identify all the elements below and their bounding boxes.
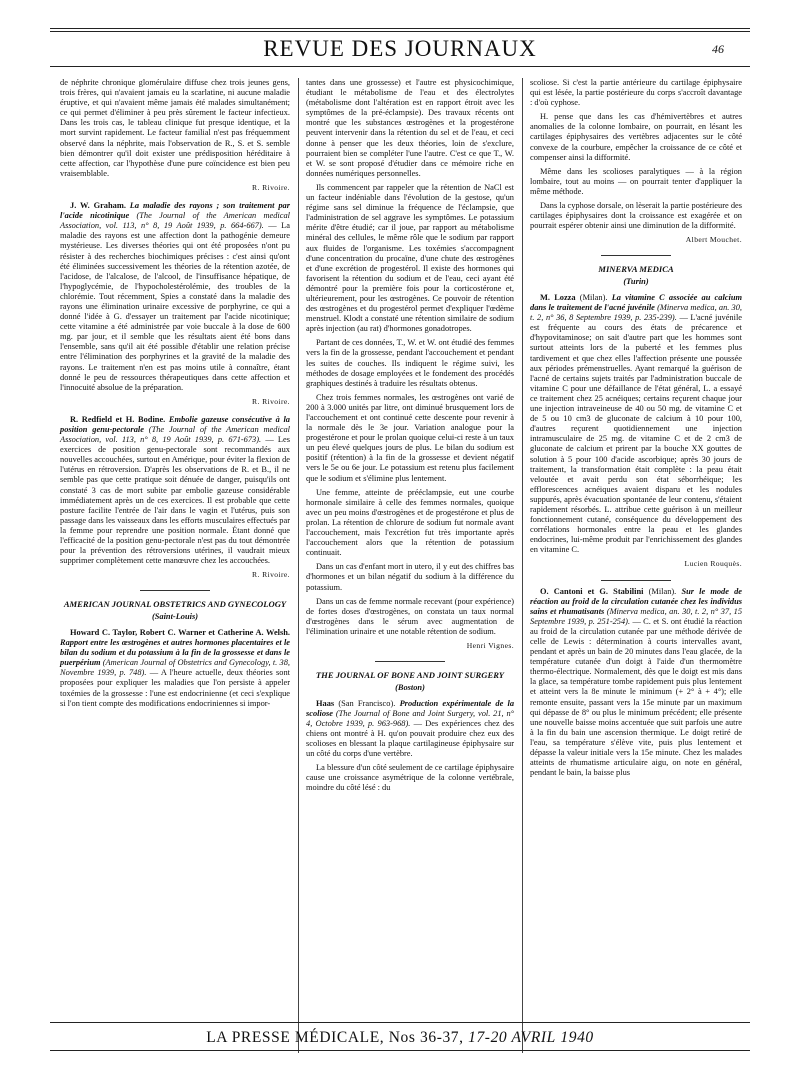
section-separator bbox=[375, 661, 445, 662]
section-city: (Turin) bbox=[623, 276, 649, 286]
article-place: (Milan). bbox=[579, 293, 608, 302]
article-body: — La maladie des rayons est une affection dont la pathogénie demeure mystérieuse. Les diverses théories qui ont été proposées n'ont pu résister à des recherches biochimiques précises : c'est ainsi qu'ont été éliminées successivement les théories de la rétention azotée, de l'acidose, de l'alcalose, de l'alcool, de l'insuffisance hépatique, de l'hypoglycémie, de l'hypocholestérolémie, des troubles de la chlorémie. Tout récemment, Spies a constaté dans la maladie des rayons une élimination urinaire excessive de porphyrine, ce qui a donné l'idée à G. d'essayer un traitement par l'acide nicotinique; cette vitamine a été administrée par voie buccale à la dose de 600 mg. par jour, et il semble que les résultats aient été bons dans l'ensemble, sans qu'il ait été possible d'établir une relation précise entre l'élimination des porphyrines et la gravité de la maladie des rayons. Le traitement n'en est pas moins utile à connaître, étant donné le peu de ressources thérapeutiques dans cette affection et l'innocuité absolue de la préparation. bbox=[60, 221, 290, 392]
section-separator bbox=[601, 255, 671, 256]
footer-top-rule bbox=[50, 1022, 750, 1023]
page-number: 46 bbox=[712, 42, 724, 56]
signature: R. Rivoire. bbox=[252, 182, 290, 192]
paragraph: Ils commencent par rappeler que la rétention de NaCl est un facteur indéniable dans l'évolution de la gestose, qu'un régime sans sel diminue la fréquence de l'éclampsie, que l'administration de sel aggrave les symptômes. Le potassium mérite d'être étudié; car il joue, par rapport au métabolisme minéral des cellules, le même rôle que le sodium par rapport aux fluides de l'organisme. Les toxémies s'accompagnent d'une concentration du procaïne, d'une chute des œstrogènes et d'une excrétion de progestérol. Il existe des hormones qui favorisent la rétention du sodium et de l'eau, ceci ayant été démontré pour la première fois pour la corticostérone et, ultérieurement, pour les œstrogènes. Ce pouvoir de rétention des œstrogènes et du progestérol permet d'expliquer l'œdème menstruel. Klodt a constaté une rétention similaire de sodium après injection (au rat) d'hormones gonadotropes. bbox=[306, 182, 514, 334]
article-reference: (The Journal of the American medical Association, vol. 113, n° 8, 19 Août 1939, p. 664-667). bbox=[60, 211, 290, 231]
article-body: — L'acné juvénile est fréquente au cours des états de précarence et d'hypovitaminose; on sait d'autre part que les hommes sont surtout atteints lors de la puberté et les femmes plus tardivement et que chez elles l'affection présente une poussée aux périodes prémenstruelles. Ayant remarqué la guérison de l'acné de certains sujets traités par l'administration buccale de vitamine C pour une défaillance de l'état général, L. a essayé ce traitement chez 25 acnéiques; certains reçurent chaque jour une injection intraveineuse de 40 ou 50 mg. de vitamine C et de 5 ou 10 cm3 de gluconate de calcium à 10 pour 100, d'autres reçurent quotidiennement une injection intramusculaire de 25 mg. de vitamine C et de 2 cm3 de gluconate de calcium et prirent par la bouche XX gouttes de solution à 5 pour 100 d'acide ascorbique; après 30 jours de traitement, la transformation était complète : la peau était veloutée et avait perdu son état séborrhéique; les efflorescences acnéiques avaient disparu et les nodules suppurés, après évacuation spontanée de leur contenu, s'étaient rapidement résorbés. L. attribue cette guérison à un meilleur fonctionnement cutané, conséquence du développement des corrélations hormonales entre la peau et les glandes endocrines, lui-même produit par l'enrichissement des glandes en vitamine C. bbox=[530, 313, 742, 555]
footer-year: 1940 bbox=[560, 1029, 594, 1047]
footer-bottom-rule bbox=[50, 1050, 750, 1051]
section-city: (Boston) bbox=[395, 682, 425, 692]
paragraph: tantes dans une grossesse) et l'autre est physicochimique, étudiant le métabolisme de l'eau et des électrolytes (métabolisme dont l'altération est en rapport étroit avec les symptômes de la pré-éclampsie). Des travaux récents ont montré que les substances œstrogènes et la progestérone peuvent intervenir dans la rétention du sel et de l'eau, et ceci donne à penser que les deux théories, loin de s'exclure, pourraient bien se compléter l'une l'autre. C'est ce que T., W. et W. se sont proposé d'étudier dans ce mémoire riche en données numériques personnelles. bbox=[306, 78, 514, 178]
article-authors: Howard C. Taylor, Robert C. Warner et Catherine A. Welsh. bbox=[70, 628, 290, 637]
article-authors: M. Lozza bbox=[540, 293, 576, 302]
article-reference: (Minerva medica, an. 30, t. 2, n° 36, 8 Septembre 1939, p. 235-239). bbox=[530, 303, 742, 323]
article-redfield bbox=[60, 415, 290, 566]
page-footer bbox=[0, 1028, 800, 1047]
header-bottom-rule bbox=[50, 66, 750, 67]
signature: Henri Vignes. bbox=[466, 640, 514, 650]
paragraph: H. pense que dans les cas d'hémivertèbres et autres anomalies de la colonne lombaire, on pourrait, en lésant les cartilages épiphysaires des vertèbres adjacentes sur le côté convexe de la courbure, empêcher la croissance de ce côté et compenser ainsi la difformité. bbox=[530, 112, 742, 162]
column-2 bbox=[306, 78, 514, 798]
paragraph: Partant de ces données, T., W. et W. ont étudié des femmes vers la fin de la grossesse, pendant l'accouchement et pendant les suites de couches. Ils indiquent le régime suivi, les méthodes de dosage employées et le fondement des procédés graphiques destinés à traduire les résultats obtenus. bbox=[306, 338, 514, 388]
signature: Lucien Rouquès. bbox=[684, 559, 742, 569]
section-separator bbox=[140, 590, 210, 591]
article-body: — A l'heure actuelle, deux théories sont proposées pour expliquer les maladies que l'on persiste à appeler toxémies de la grossesse : l'une est endocrinienne (et ceci s'explique si l'on tient compte des modifications endocriniennes si impor- bbox=[60, 668, 290, 708]
article-authors: R. Redfield et H. Bodine. bbox=[70, 414, 166, 424]
section-separator bbox=[601, 580, 671, 581]
header-top-rule bbox=[50, 28, 750, 29]
column-3 bbox=[530, 78, 742, 782]
paragraph: Une femme, atteinte de prééclampsie, eut une courbe hormonale similaire à celle des femmes normales, quoique avec un peu moins d'œstrogènes et de progestérone et plus de prolan. La rétention de chlorure de sodium fut normale avant l'accouchement, mais l'excrétion fut très importante après l'accouchement alors que la rétention de potassium continuait. bbox=[306, 487, 514, 558]
article-body: — Des expériences chez des chiens ont montré à H. qu'on pouvait produire chez eux des scolioses en blessant la plaque cartilagineuse épiphysaire sur un côté du corps d'une vertèbre. bbox=[306, 718, 514, 759]
article-taylor bbox=[60, 628, 290, 709]
article-lozza bbox=[530, 293, 742, 555]
article-place: (Milan). bbox=[648, 586, 677, 596]
article-authors: Haas bbox=[316, 698, 335, 708]
article-title: Production expérimentale de la scoliose bbox=[306, 698, 515, 718]
paragraph: La blessure d'un côté seulement de ce cartilage épiphysaire cause une croissance asymétrique de la colonne vertébrale, moindre du côté lésé : du bbox=[306, 763, 514, 793]
article-title: Embolie gazeuse consécutive à la position genu-pectorale bbox=[60, 414, 290, 434]
section-city: (Saint-Louis) bbox=[151, 611, 199, 621]
article-title: Rapport entre les œstrogènes et autres hormones placentaires et le bilan du sodium et du potassium à la fin de la grossesse et dans le puerpérium bbox=[60, 638, 290, 668]
article-reference: (American Journal of Obstetrics and Gynecology, t. 38, Novembre 1939, p. 748). bbox=[60, 658, 291, 678]
paragraph: Dans un cas d'enfant mort in utero, il y eut des chiffres bas d'hormones et un bilan négatif du sodium à la différence du potassium. bbox=[306, 562, 514, 592]
article-reference: (The Journal of Bone and Joint Surgery, vol. 21, n° 4, Octobre 1939, p. 963-968). bbox=[306, 708, 514, 728]
column-divider-2 bbox=[522, 78, 523, 1053]
footer-dates: 17-20 AVRIL bbox=[468, 1029, 556, 1047]
signature: R. Rivoire. bbox=[252, 570, 290, 580]
article-reference: (Minerva medica, an. 30, t. 2, n° 37, 15 Septembre 1939, p. 251-254). bbox=[530, 606, 743, 626]
section-journal-name: AMERICAN JOURNAL OBSTETRICS AND GYNECOLOGY bbox=[63, 599, 287, 610]
paragraph: Même dans les scolioses paralytiques — à la région lombaire, tout au moins — on pourrait tenter d'appliquer la même méthode. bbox=[530, 166, 742, 196]
article-place: (San Francisco). bbox=[338, 698, 396, 708]
paragraph: de néphrite chronique glomérulaire diffuse chez trois jeunes gens, trois frères, qui n'avaient jamais eu la scarlatine, ni aucune maladie éruptive, et qui n'avaient même jamais été malades simultanément; ce qui permet d'éliminer à peu près sûrement le facteur infectieux. Dans les trois cas, le tableau clinique fut presque identique, et la mort survint rapidement. Le facteur familial n'est pas fréquemment observé dans la néphrite, mais l'observation de R., S. et S. semble bien démontrer qu'il doit exister une prédisposition héréditaire à cette affection, car l'hypothèse d'une pure coïncidence est bien peu vraisemblable. bbox=[60, 78, 290, 178]
paragraph: scoliose. Si c'est la partie antérieure du cartilage épiphysaire qui est lésée, la partie postérieure du corps s'accroît davantage : d'où cyphose. bbox=[530, 78, 742, 108]
column-1 bbox=[60, 78, 290, 713]
footer-journal: LA PRESSE MÉDICALE, N bbox=[206, 1029, 401, 1047]
article-body: — C. et S. ont étudié la réaction au froid de la circulation cutanée par une méthode dérivée de celle de Lewis : détermination à courts intervalles avant, pendant et après un bain de 20 minutes dans l'eau glacée, de la température cutanée d'un doigt à l'aide d'un thermomètre thermo-électrique. Normalement, dès que le doigt est mis dans la glace, sa température tombe rapidement puis plus lentement et atteint vers la 8e minute le minimum (+ 2° à + 4°); elle remonte ensuite, passant vers la 15e minute par un maximum qui dépasse de 8° ou plus le minimum précédent; elle présente une nouvelle baisse moins accentuée que suit parfois une autre à la fin du bain une ascension thermique. Le doigt retiré de l'eau, sa température s'élève vite, puis plus lentement et dépasse la valeur initiale vers la 15e minute. Chez les malades atteints de rhumatisme articulaire aigu, on note en général, pendant le bain, la baisse plus bbox=[530, 616, 743, 778]
article-title: La vitamine C associée au calcium dans le traitement de l'acné juvénile bbox=[530, 293, 742, 313]
section-journal-name: MINERVA MEDICA bbox=[598, 264, 674, 275]
article-authors: O. Cantoni et G. Stabilini bbox=[540, 586, 644, 596]
signature: Albert Mouchet. bbox=[685, 235, 742, 245]
article-haas bbox=[306, 699, 514, 760]
signature: R. Rivoire. bbox=[252, 396, 290, 406]
journal-header-title: REVUE DES JOURNAUX bbox=[263, 36, 537, 61]
article-body: — Les exercices de position genu-pectorale sont recommandés aux nouvelles accouchées, surtout en Amérique, pour éviter la flexion de l'utérus en rétroversion. D'après les observations de R. et B., il ne semble pas que cette pratique soit dénuée de danger, puisqu'ils ont constaté 3 cas de mort subite par embolie gazeuse considérable immédiatement après un de ces exercices. Il est probable que cette posture facilite l'entrée de l'air dans le vagin et l'utérus, puis son passage dans les vaisseaux dans les efforts musculaires effectués par la femme pour reprendre une position normale. Étant donné que l'efficacité de la position genu-pectorale n'est pas du tout démontrée pour la prévention des rétroversions utérines, il vaudrait mieux supprimer complètement cette manœuvre chez les accouchées. bbox=[60, 435, 290, 566]
section-journal-name: THE JOURNAL OF BONE AND JOINT SURGERY bbox=[315, 670, 505, 681]
footer-issue: os 36-37, bbox=[400, 1029, 464, 1047]
article-graham bbox=[60, 201, 290, 393]
paragraph: Dans un cas de femme normale recevant (pour expérience) de fortes doses d'œstrogènes, on constata un taux normal d'œstrogènes dans le sérum avec augmentation de l'élimination urinaire et une notable rétention de sodium. bbox=[306, 596, 514, 636]
paragraph: Dans la cyphose dorsale, on lèserait la partie postérieure des cartilages épiphysaires dont la croissance est exagérée et on pourrait espérer obtenir ainsi une diminution de la difformité. bbox=[530, 201, 742, 231]
article-reference: (The Journal of the American medical Association, vol. 113, n° 8, 19 Août 1939, p. 671-673). bbox=[60, 425, 291, 445]
column-divider-1 bbox=[298, 78, 299, 1053]
article-title: Sur le mode de réaction au froid de la circulation cutanée chez les individus sains et rhumatisants bbox=[530, 586, 743, 616]
paragraph: Chez trois femmes normales, les œstrogènes ont varié de 200 à 3.000 unités par litre, ont diminué brusquement lors de l'accouchement et ont continué cette descente pour revenir à la normale dès le 3e jour. Variation analogue pour la progestérone et pour le prolan quoique celui-ci reste à un taux un peu élevé quelques jours de plus. Le bilan du sodium est positif (rétention) à la fin de la grossesse et devient négatif vers le 5e ou 6e jour. Le potassium est retenu plus facilement que le sodium et s'élimine plus lentement. bbox=[306, 392, 514, 483]
article-authors: J. W. Graham. bbox=[70, 201, 126, 211]
article-title: La maladie des rayons ; son traitement par l'acide nicotinique bbox=[60, 201, 290, 221]
article-cantoni bbox=[530, 587, 742, 779]
header-top-rule-2 bbox=[50, 31, 750, 32]
